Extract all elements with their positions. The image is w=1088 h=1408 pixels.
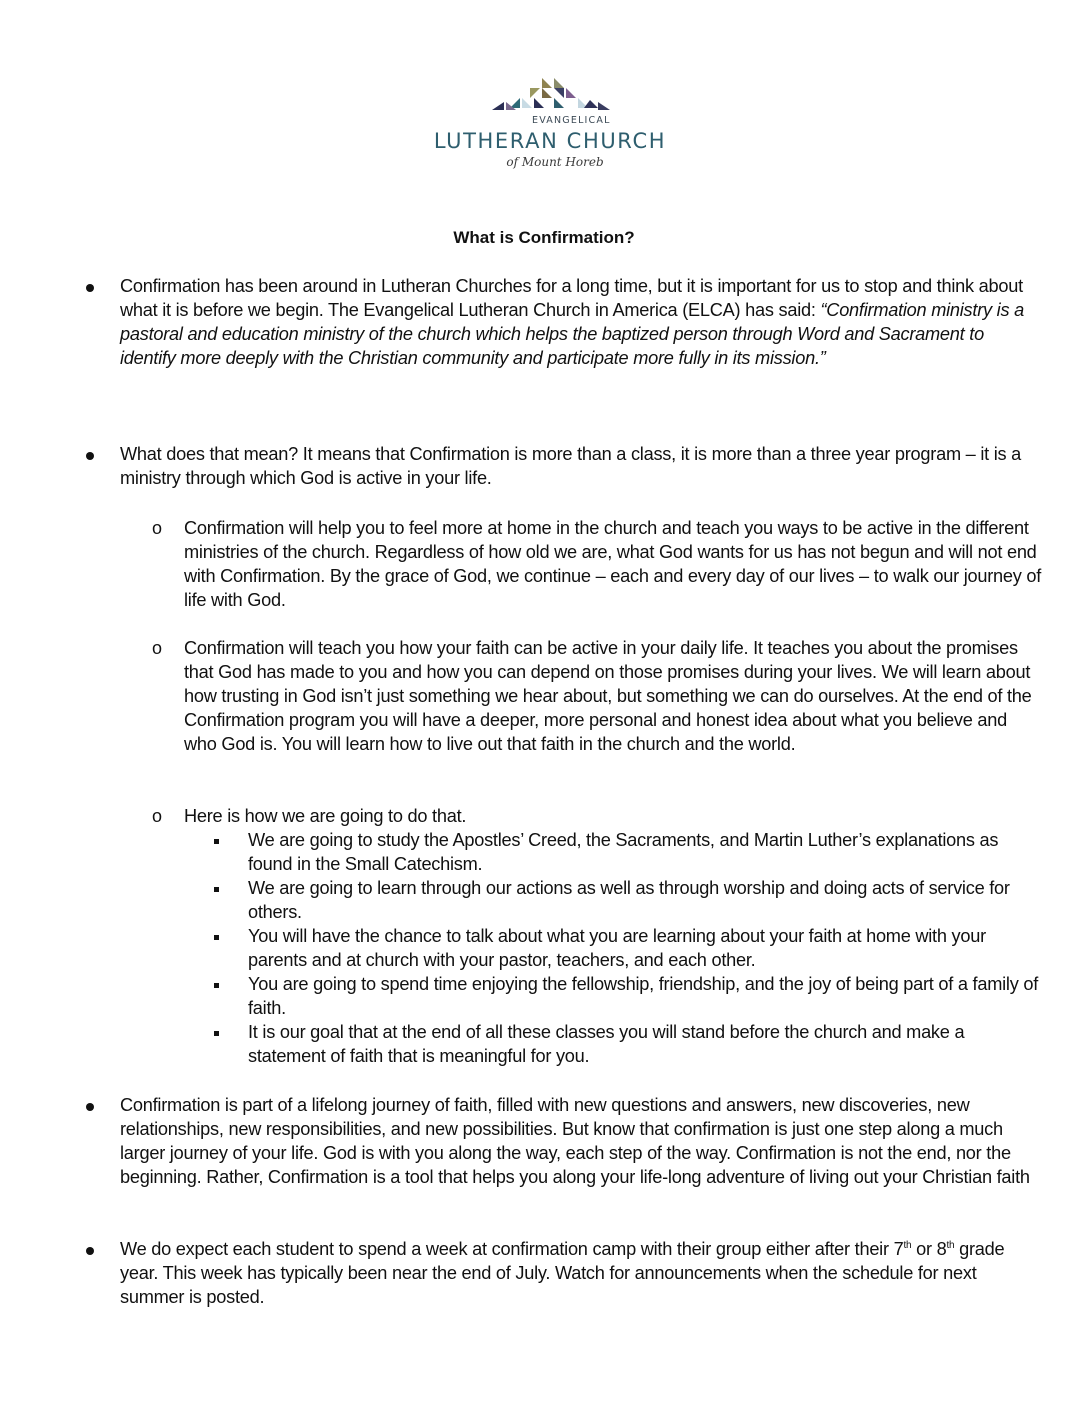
- bullet-dot-icon: [86, 274, 94, 298]
- page-title: What is Confirmation?: [453, 228, 635, 247]
- bullet-dot-icon: [86, 1237, 94, 1261]
- sub-bullet-item: [184, 804, 1044, 828]
- bullet-item: [120, 442, 1040, 490]
- square-bullet-icon: [214, 972, 219, 996]
- sub-bullet-text: Confirmation will help you to feel more at home in the church and teach you ways to be active in the different ministries of the church. Regardless of how old we are, what God wants for us has not begun and will not end with Confirmation. By the grace of God, we continue – each and every day of our lives – to walk our journey of life with God.: [184, 518, 1042, 610]
- elca-quote: “Confirmation ministry is a pastoral and education ministry of the church which helps the baptized person through Word and Sacrament to identify more deeply with the Christian community and participate more fully in its mission.”: [120, 300, 1024, 368]
- sub-bullet-circle-icon: o: [152, 638, 162, 658]
- square-bullet-icon: [214, 1020, 219, 1044]
- ordinal-suffix: th: [946, 1240, 955, 1251]
- square-bullet-icon: [214, 876, 219, 900]
- sub-bullet-text: Here is how we are going to do that.: [184, 806, 467, 826]
- logo-evangelical-text: EVANGELICAL: [532, 115, 611, 126]
- nested-list-item: You will have the chance to talk about what you are learning about your faith at home with your parents and at church with your pastor, teachers, and each other.: [248, 926, 986, 970]
- bullet-text: We do expect each student to spend a week at confirmation camp with their group either after their 7: [120, 1239, 904, 1259]
- bullet-text: Confirmation is part of a lifelong journey of faith, filled with new questions and answers, new discoveries, new relationships, new responsibilities, and new possibilities. But know that confirmation is just one step along a much larger journey of your life. God is with you along the way, each step of the way. Confirmation is not the end, nor the beginning. Rather, Confirmation is a tool that helps you along your life-long adventure of living out your Christian faith: [120, 1095, 1030, 1187]
- bullet-text: or 8: [911, 1239, 947, 1259]
- bullet-item: [120, 274, 1040, 370]
- sub-bullet-circle-icon: o: [152, 806, 162, 826]
- sub-bullet-circle-icon: o: [152, 518, 162, 538]
- square-bullet-icon: [214, 924, 219, 948]
- sub-bullet-item: [184, 636, 1044, 756]
- ordinal-suffix: th: [903, 1240, 912, 1251]
- nested-list-item: You are going to spend time enjoying the fellowship, friendship, and the joy of being part of a family of faith.: [248, 974, 1039, 1018]
- bullet-dot-icon: [86, 442, 94, 466]
- bullet-text: What does that mean? It means that Confirmation is more than a class, it is more than a three year program – it is a ministry through which God is active in your life.: [120, 444, 1022, 488]
- bullet-dot-icon: [86, 1093, 94, 1117]
- square-bullet-icon: [214, 828, 219, 852]
- triangles-mark-icon: [492, 78, 612, 110]
- church-logo: [430, 74, 670, 178]
- nested-list-item: We are going to study the Apostles’ Creed, the Sacraments, and Martin Luther’s explanations as found in the Small Catechism.: [248, 830, 999, 874]
- sub-bullet-item: [184, 516, 1044, 612]
- sub-bullet-text: Confirmation will teach you how your faith can be active in your daily life. It teaches you about the promises that God has made to you and how you can depend on those promises during your lives. We will learn about how trusting in God isn’t just something we hear about, but something we can do ourselves. At the end of the Confirmation program you will have a deeper, more personal and honest idea about what you believe and who God is. You will learn how to live out that faith in the church and the world.: [184, 638, 1032, 754]
- bullet-item: [120, 1093, 1040, 1189]
- bullet-text: Confirmation has been around in Lutheran Churches for a long time, but it is important for us to stop and think about what it is before we begin. The Evangelical Lutheran Church in America (ELCA) has said:: [120, 276, 1023, 320]
- nested-list-item: It is our goal that at the end of all these classes you will stand before the church and make a statement of faith that is meaningful for you.: [248, 1022, 965, 1066]
- nested-list-item: We are going to learn through our actions as well as through worship and doing acts of service for others.: [248, 878, 1010, 922]
- logo-church-name: LUTHERAN CHURCH: [433, 129, 667, 153]
- bullet-item: [120, 1237, 1040, 1309]
- logo-location-text: of Mount Horeb: [506, 155, 604, 169]
- bullet-text: grade year. This week has typically been near the end of July. Watch for announcements when the schedule for next summer is posted.: [120, 1239, 1005, 1307]
